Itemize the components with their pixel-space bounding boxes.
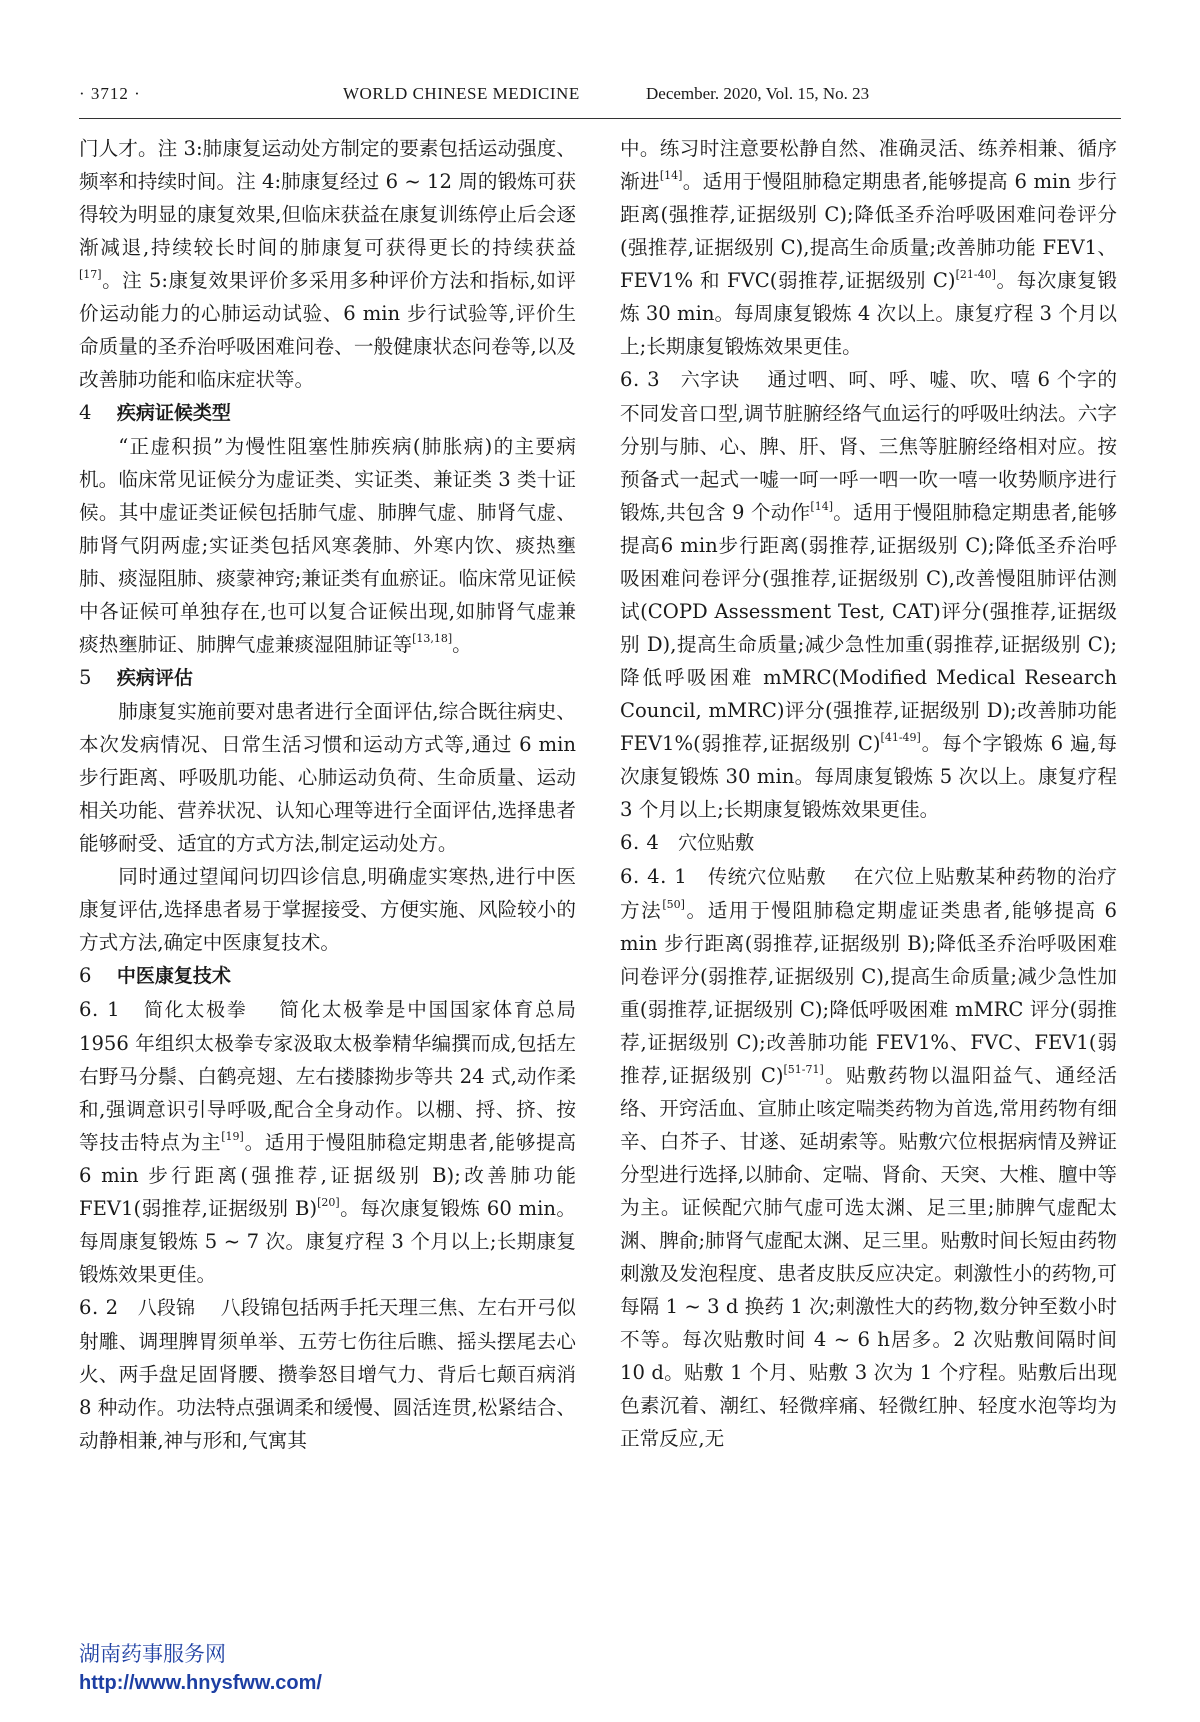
citation: [17] bbox=[79, 268, 102, 281]
subsection-6-4: 6. 4 穴位贴敷 bbox=[620, 831, 755, 854]
section-heading-5: 5 疾病评估 bbox=[79, 666, 193, 689]
page-number: · 3712 · bbox=[79, 84, 141, 103]
right-column bbox=[620, 132, 1117, 1455]
subsection-6-4-1: 6. 4. 1 传统穴位贴敷 在穴位上贴敷某种药物的治疗方法[50]。适用于慢阻肺稳定期虚证类患者,能够提高 6 min 步行距离(弱推荐,证据级别 B);降低圣乔治呼吸困难问卷评分(弱推荐,证据级别 C),提高生命质量;减少急性加重(弱推荐,证据级别 C);降低呼吸困难 mMRC 评分(弱推荐,证据级别 C);改善肺功能 FEV1%、FVC、FEV1(弱推荐,证据级别 C)[51-71]。贴敷药物以温阳益气、通经活络、开窍活血、宣肺止咳定喘类药物为首选,常用药物有细辛、白芥子、甘遂、延胡索等。贴敷穴位根据病情及辨证分型进行选择,以肺俞、定喘、肾俞、天突、大椎、膻中等为主。证候配穴肺气虚可选太渊、足三里;肺脾气虚配太渊、脾俞;肺肾气虚配太渊、足三里。贴敷时间长短由药物刺激及发泡程度、患者皮肤反应决定。刺激性小的药物,可每隔 1 ~ 3 d 换药 1 次;刺激性大的药物,数分钟至数小时不等。每次贴敷时间 4 ~ 6 h居多。2 次贴敷间隔时间 10 d。贴敷 1 个月、贴敷 3 次为 1 个疗程。贴敷后出现色素沉着、潮红、轻微痒痛、轻微红肿、轻度水泡等均为正常反应,无 bbox=[620, 865, 1118, 1450]
paragraph-assessment-1: 肺康复实施前要对患者进行全面评估,综合既往病史、本次发病情况、日常生活习惯和运动方式等,通过 6 min 步行距离、呼吸肌功能、心肺运动负荷、生命质量、运动相关功能、营养状况、认知心理等进行全面评估,选择患者能够耐受、适宜的方式方法,制定运动处方。 bbox=[79, 700, 576, 855]
paragraph-baduanjin-cont: 中。练习时注意要松静自然、准确灵活、练养相兼、循序渐进[14]。适用于慢阻肺稳定期患者,能够提高 6 min 步行距离(强推荐,证据级别 C);降低圣乔治呼吸困难问卷评分(强推荐,证据级别 C),提高生命质量;改善肺功能 FEV1、FEV1% 和 FVC(弱推荐,证据级别 C)[21-40]。每次康复锻炼 30 min。每周康复锻炼 4 次以上。康复疗程 3 个月以上;长期康复锻炼效果更佳。 bbox=[620, 137, 1118, 358]
citation: [13,18] bbox=[412, 632, 453, 645]
subsection-6-2: 6. 2 八段锦 八段锦包括两手托天理三焦、左右开弓似射雕、调理脾胃须单举、五劳七伤往后瞧、摇头摆尾去心火、两手盘足固肾腰、攒拳怒目增气力、背后七颠百病消 8 种动作。功法特点强调柔和缓慢、圆活连贯,松紧结合、动静相兼,神与形和,气寓其 bbox=[79, 1296, 576, 1452]
paragraph-syndromes: “正虚积损”为慢性阻塞性肺疾病(肺胀病)的主要病机。临床常见证候分为虚证类、实证类、兼证类 3 类十证候。其中虚证类证候包括肺气虚、肺脾气虚、肺肾气虚、肺肾气阴两虚;实证类包括风寒袭肺、外寒内饮、痰热壅肺、痰湿阻肺、痰蒙神窍;兼证类有血瘀证。临床常见证候中各证候可单独存在,也可以复合证候出现,如肺肾气虚兼痰热壅肺证、肺脾气虚兼痰湿阻肺证等[13,18]。 bbox=[79, 435, 576, 656]
section-heading-6: 6 中医康复技术 bbox=[79, 964, 231, 987]
citation: [41-49] bbox=[880, 731, 921, 744]
citation: [14] bbox=[659, 169, 683, 182]
subsection-6-1: 6. 1 简化太极拳 简化太极拳是中国国家体育总局 1956 年组织太极拳专家汲取太极拳精华编撰而成,包括左右野马分鬃、白鹤亮翅、左右搂膝拗步等共 24 式,动作柔和,强调意识引导呼吸,配合全身动作。以棚、捋、挤、按等技击特点为主[19]。适用于慢阻肺稳定期患者,能够提高 6 min 步行距离(强推荐,证据级别 B);改善肺功能 FEV1(弱推荐,证据级别 B)[20]。每次康复锻炼 60 min。每周康复锻炼 5 ~ 7 次。康复疗程 3 个月以上;长期康复锻炼效果更佳。 bbox=[79, 998, 576, 1286]
citation: [21-40] bbox=[955, 268, 996, 281]
watermark-site-name: 湖南药事服务网 bbox=[79, 1643, 226, 1666]
watermark-url: http://www.hnysfww.com/ bbox=[79, 1672, 322, 1694]
running-header bbox=[79, 84, 1121, 112]
citation: [20] bbox=[317, 1196, 340, 1209]
citation: [50] bbox=[662, 898, 685, 911]
issue-info: December. 2020, Vol. 15, No. 23 bbox=[646, 84, 870, 103]
section-heading-4: 4 疾病证候类型 bbox=[79, 401, 231, 424]
citation: [51-71] bbox=[783, 1063, 824, 1076]
watermark-footer bbox=[79, 1640, 322, 1696]
paragraph-notes: 门人才。注 3:肺康复运动处方制定的要素包括运动强度、频率和持续时间。注 4:肺康复经过 6 ~ 12 周的锻炼可获得较为明显的康复效果,但临床获益在康复训练停止后会逐渐减退,持续较长时间的肺康复可获得更长的持续获益[17]。注 5:康复效果评价多采用多种评价方法和指标,如评价运动能力的心肺运动试验、6 min 步行试验等,评价生命质量的圣乔治呼吸困难问卷、一般健康状态问卷等,以及改善肺功能和临床症状等。 bbox=[79, 137, 576, 391]
subsection-6-3: 6. 3 六字诀 通过呬、呵、呼、嘘、吹、嘻 6 个字的不同发音口型,调节脏腑经络气血运行的呼吸吐纳法。六字分别与肺、心、脾、肝、肾、三焦等脏腑经络相对应。按预备式一起式一嘘一呵一呼一呬一吹一嘻一收势顺序进行锻炼,共包含 9 个动作[14]。适用于慢阻肺稳定期患者,能够提高6 min步行距离(弱推荐,证据级别 C);降低圣乔治呼吸困难问卷评分(强推荐,证据级别 C),改善慢阻肺评估测试(COPD Assessment Test, CAT)评分(强推荐,证据级别 D),提高生命质量;减少急性加重(弱推荐,证据级别 C);降低呼吸困难 mMRC(Modified Medical Research Council, mMRC)评分(强推荐,证据级别 D);改善肺功能 FEV1%(弱推荐,证据级别 C)[41-49]。每个字锻炼 6 遍,每次康复锻炼 30 min。每周康复锻炼 5 次以上。康复疗程 3 个月以上;长期康复锻炼效果更佳。 bbox=[620, 368, 1118, 821]
header-rule bbox=[79, 118, 1121, 119]
citation: [14] bbox=[810, 500, 834, 513]
left-column bbox=[79, 132, 576, 1457]
paragraph-assessment-2: 同时通过望闻问切四诊信息,明确虚实寒热,进行中医康复评估,选择患者易于掌握接受、方便实施、风险较小的方式方法,确定中医康复技术。 bbox=[79, 865, 576, 954]
citation: [19] bbox=[221, 1130, 244, 1143]
journal-name: WORLD CHINESE MEDICINE bbox=[343, 84, 580, 103]
